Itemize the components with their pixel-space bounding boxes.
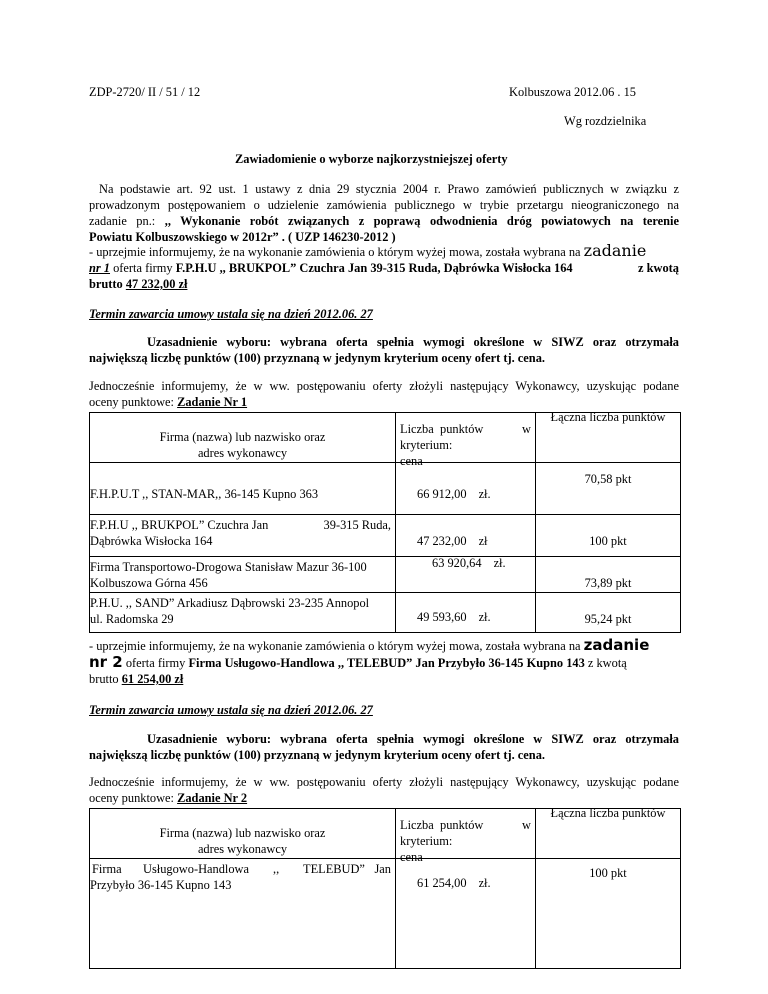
distribution-note: Wg rozdzielnika — [564, 114, 647, 128]
header-firm: Firma (nazwa) lub nazwisko oraz adres wykonawcy — [90, 809, 396, 859]
selection-line: - uprzejmie informujemy, że na wykonanie zamówienia o którym wyżej mowa, została wybrana na zadanie — [89, 241, 647, 260]
table-row: F.H.P.U.T ,, STAN-MAR,, 36-145 Kupno 363 66 912,00 zł. 70,58 pkt — [90, 463, 681, 515]
intro-line: prowadzonym postępowaniem o udzielenie zamówienia publicznego w trybie przetargu nieograniczonego na — [89, 198, 679, 212]
selection-line: brutto 61 254,00 zł — [89, 672, 184, 686]
selection-line: brutto 47 232,00 zł — [89, 277, 188, 291]
section1-contract-term: Termin zawarcia umowy ustala się na dzień 2012.06. 27 — [89, 307, 373, 321]
header-total-points: Łączna liczba punktów — [536, 809, 681, 859]
table-row: Firma Transportowo-Drogowa Stanisław Mazur 36-100 Kolbuszowa Górna 456 63 920,64 zł. 73,89 pkt — [90, 557, 681, 593]
section2-contract-term: Termin zawarcia umowy ustala się na dzień 2012.06. 27 — [89, 703, 373, 717]
header-criterion: Liczba punktów w kryterium: cena — [396, 413, 536, 463]
document-title: Zawiadomienie o wyborze najkorzystniejszej oferty — [235, 152, 508, 166]
table-header-row — [90, 809, 681, 859]
intro-line: Na podstawie art. 92 ust. 1 ustawy z dnia 29 stycznia 2004 r. Prawo zamówień publicznych w związku z — [99, 182, 679, 196]
section2-info: Jednocześnie informujemy, że w ww. postępowaniu oferty złożyli następujący Wykonawcy, uzyskując podane oceny punktowe: Zadanie Nr 2 — [89, 775, 679, 805]
intro-paragraph — [89, 181, 679, 245]
table-row: P.H.U. ,, SAND” Arkadiusz Dąbrowski 23-235 Annopol ul. Radomska 29 49 593,60 zł. 95,24 pkt — [90, 593, 681, 633]
section2-selection — [89, 637, 679, 687]
intro-line: Powiatu Kolbuszowskiego w 2012r” . ( UZP 146230-2012 ) — [89, 230, 396, 244]
offers-table-task-2 — [89, 808, 681, 969]
section2-justification: Uzasadnienie wyboru: wybrana oferta spełnia wymogi określone w SIWZ oraz otrzymała największą liczbę punktów (100) przyznaną w jedynym kryterium oceny ofert tj. cena. — [89, 732, 679, 762]
document-date: Kolbuszowa 2012.06 . 15 — [509, 85, 636, 99]
selection-line: nr 1 oferta firmy F.P.H.U ,, BRUKPOL” Czuchra Jan 39-315 Ruda, Dąbrówka Wisłocka 164 z kwotą — [89, 261, 679, 275]
section1-selection — [89, 243, 679, 292]
intro-line: zadanie pn.: ,, Wykonanie robót związanych z poprawą odwodnienia dróg powiatowych na terenie — [89, 214, 679, 228]
table-row: F.P.H.U ,, BRUKPOL” Czuchra Jan 39-315 Ruda, Dąbrówka Wisłocka 164 47 232,00 zł 100 pkt — [90, 515, 681, 557]
selection-line: - uprzejmie informujemy, że na wykonanie zamówienia o którym wyżej mowa, została wybrana na zadanie — [89, 636, 650, 654]
section1-justification: Uzasadnienie wyboru: wybrana oferta spełnia wymogi określone w SIWZ oraz otrzymała największą liczbę punktów (100) przyznaną w jedynym kryterium oceny ofert tj. cena. — [89, 335, 679, 365]
section1-info: Jednocześnie informujemy, że w ww. postępowaniu oferty złożyli następujący Wykonawcy, uzyskując podane oceny punktowe: Zadanie Nr 1 — [89, 379, 679, 409]
table-header-row — [90, 413, 681, 463]
header-total-points: Łączna liczba punktów — [536, 413, 681, 463]
table-row: Firma Usługowo-Handlowa ,, TELEBUD” Jan Przybyło 36-145 Kupno 143 61 254,00 zł. 100 pkt — [90, 859, 681, 969]
document-reference: ZDP-2720/ II / 51 / 12 — [89, 85, 201, 99]
offers-table-task-1 — [89, 412, 681, 633]
selection-line: nr 2 oferta firmy Firma Usługowo-Handlowa ,, TELEBUD” Jan Przybyło 36-145 Kupno 143 z kwotą — [89, 653, 627, 671]
header-firm: Firma (nazwa) lub nazwisko oraz adres wykonawcy — [90, 413, 396, 463]
header-criterion: Liczba punktów w kryterium: cena — [396, 809, 536, 859]
